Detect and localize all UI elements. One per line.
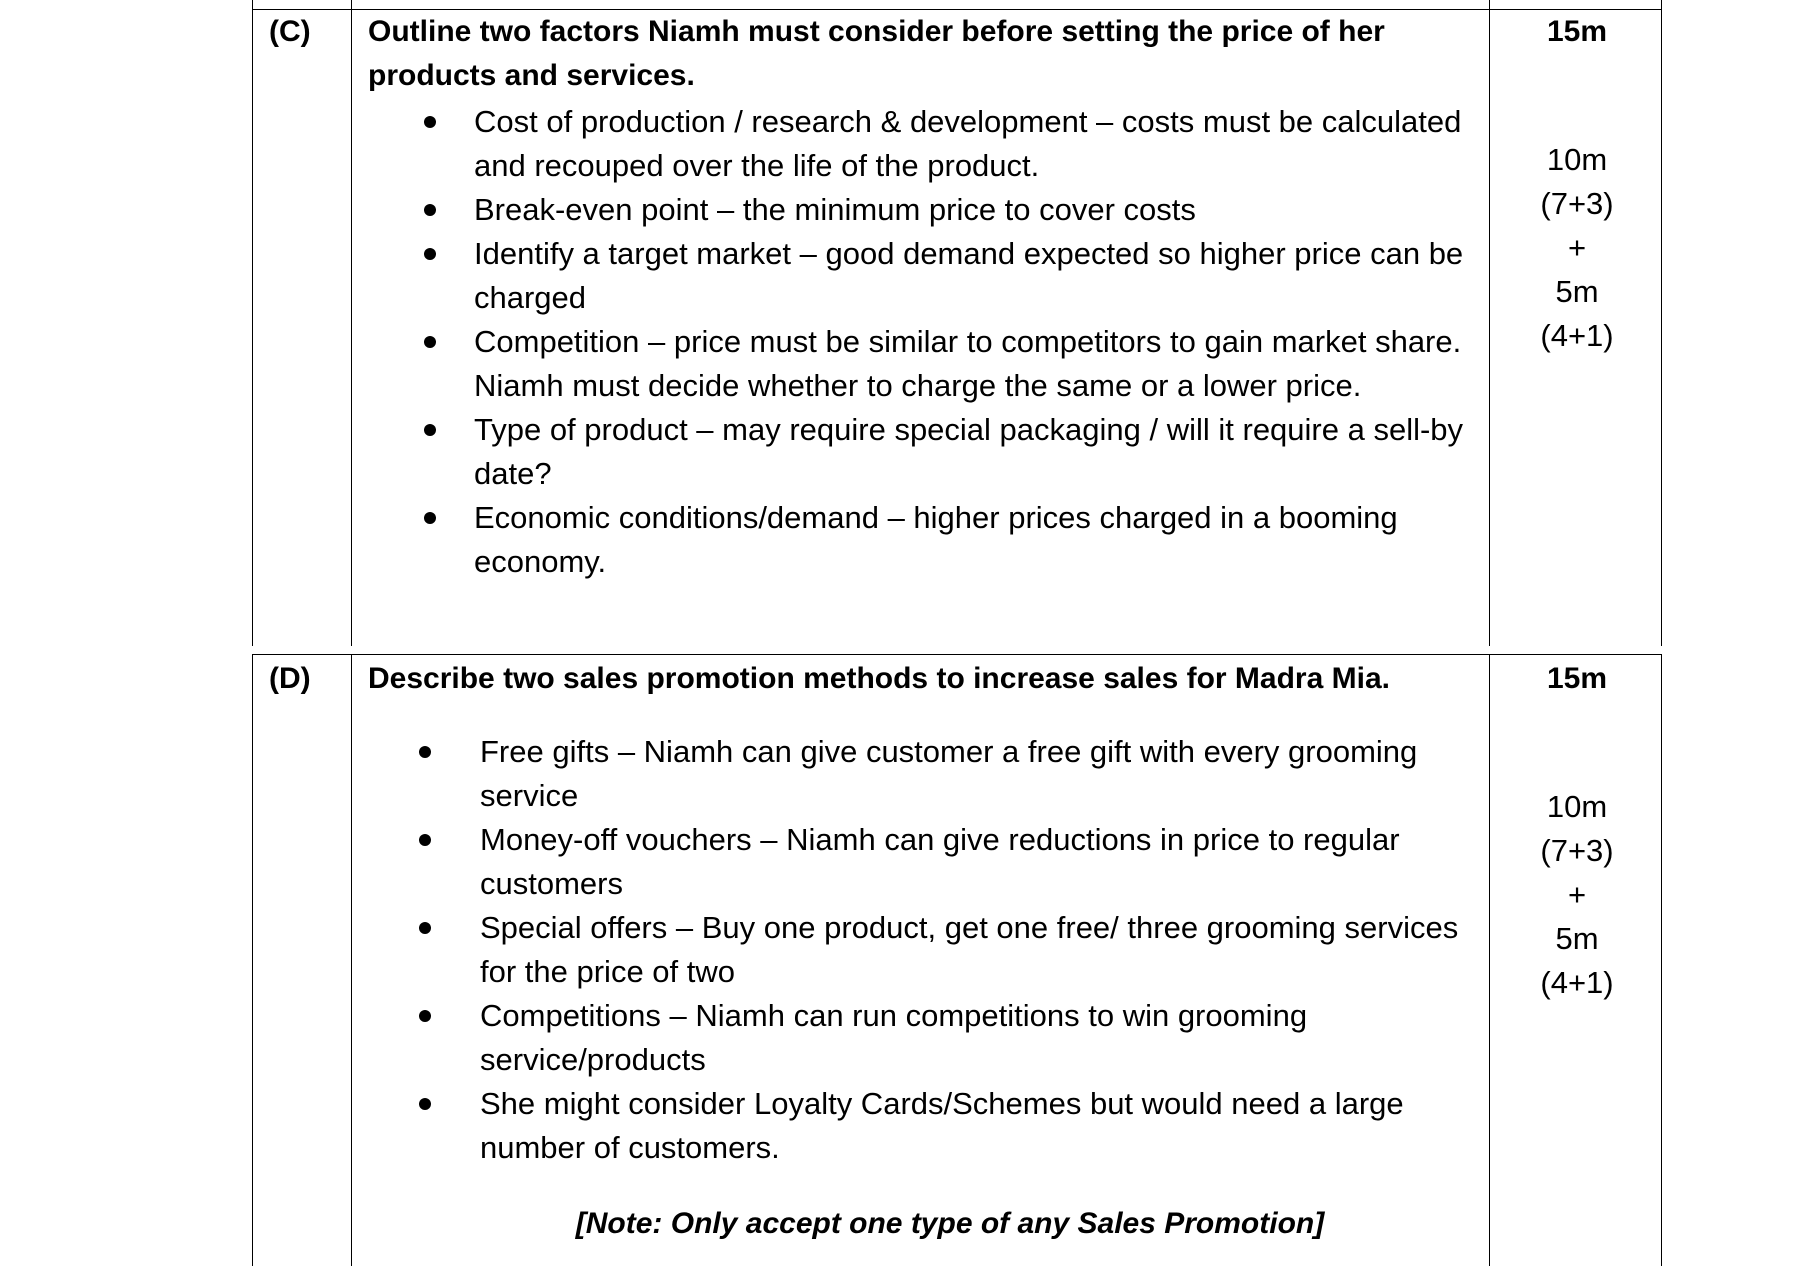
list-item [474,232,1474,320]
bullet-icon [419,922,431,934]
list-item-text: Cost of production / research & development – costs must be calculated and recouped over the life of the product. [474,104,1462,183]
list-item [474,496,1474,584]
marks-line: + [1567,877,1587,912]
list-item-text: Competitions – Niamh can run competitions to win grooming service/products [480,998,1308,1077]
marks-line: 10m [1546,789,1608,824]
list-item [480,1082,1480,1170]
list-item-text: Money-off vouchers – Niamh can give reductions in price to regular customers [480,822,1400,901]
section-d-note: [Note: Only accept one type of any Sales Promotion] [575,1207,1325,1240]
list-item-text: Special offers – Buy one product, get one free/ three grooming services for the price of two [480,910,1459,989]
bullet-icon [419,746,431,758]
bullet-icon [419,1098,431,1110]
bullet-icon [424,336,436,348]
marks-line: (7+3) [1540,186,1614,221]
marks-line: 5m [1555,921,1599,956]
section-c-question: Outline two factors Niamh must consider before setting the price of her products and services. [368,15,1385,92]
list-item [480,730,1480,818]
bullet-icon [424,512,436,524]
list-item-text: Identify a target market – good demand expected so higher price can be charged [474,236,1464,315]
section-d-points-list [480,730,1480,1170]
list-item [480,906,1480,994]
marks-line: 5m [1555,274,1599,309]
list-item-text: Break-even point – the minimum price to cover costs [474,192,1196,227]
section-d-question: Describe two sales promotion methods to increase sales for Madra Mia. [368,662,1390,695]
column-divider-left [351,655,352,1266]
section-d-marks-total: 15m [1546,662,1608,695]
bullet-icon [424,116,436,128]
list-item-text: Economic conditions/demand – higher prices charged in a booming economy. [474,500,1398,579]
list-item-text: Competition – price must be similar to competitors to gain market share. Niamh must decide whether to charge the same or a lower price. [474,324,1462,403]
list-item [474,100,1474,188]
list-item [480,994,1480,1082]
column-divider-right [1489,0,1490,646]
list-item [474,188,1474,232]
marks-line: + [1567,230,1587,265]
list-item-text: Type of product – may require special packaging / will it require a sell-by date? [474,412,1464,491]
section-c-letter: (C) [269,15,311,48]
list-item-text: She might consider Loyalty Cards/Schemes but would need a large number of customers. [480,1086,1404,1165]
column-divider-right [1489,655,1490,1266]
marks-line: 10m [1546,142,1608,177]
bullet-icon [419,834,431,846]
list-item-text: Free gifts – Niamh can give customer a free gift with every grooming service [480,734,1418,813]
section-d-marks-breakdown [1491,785,1663,1005]
section-c-marks-breakdown [1491,138,1663,358]
marks-line: (4+1) [1540,318,1614,353]
list-item [474,320,1474,408]
section-c-points-list [474,100,1474,584]
bullet-icon [424,424,436,436]
list-item [480,818,1480,906]
bullet-icon [419,1010,431,1022]
bullet-icon [424,204,436,216]
section-c-marks-total: 15m [1546,15,1608,48]
marks-line: (4+1) [1540,965,1614,1000]
bullet-icon [424,248,436,260]
column-divider-left [351,0,352,646]
section-d-letter: (D) [269,662,311,695]
marks-line: (7+3) [1540,833,1614,868]
list-item [474,408,1474,496]
